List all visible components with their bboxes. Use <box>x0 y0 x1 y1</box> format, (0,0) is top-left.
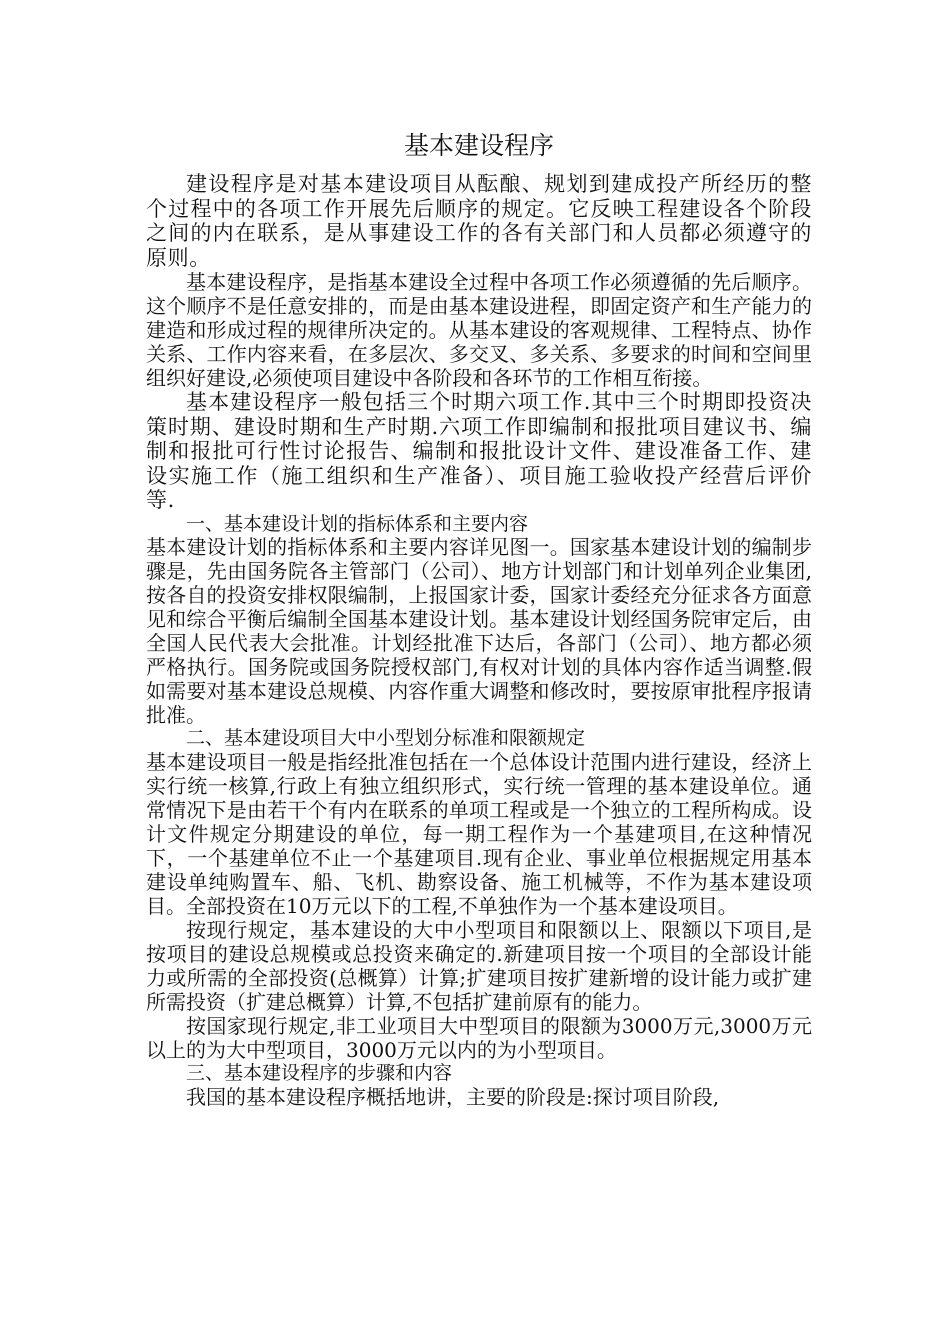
document-page <box>146 128 812 1109</box>
paragraph-5: 基本建设项目一般是指经批准包括在一个总体设计范围内进行建设，经济上实行统一核算,行政上有独立组织形式，实行统一管理的基本建设单位。通常情况下是由若干个有内在联系的单项工程或是一个独立的工程所构成。设计文件规定分期建设的单位，每一期工程作为一个基建项目,在这种情况下，一个基建单位不止一个基建项目.现有企业、事业单位根据规定用基本建设单纯购置车、船、飞机、勘察设备、施工机械等，不作为基本建设项目。全部投资在10万元以下的工程,不单独作为一个基本建设项目。 <box>146 750 812 919</box>
paragraph-2: 基本建设程序，是指基本建设全过程中各项工作必须遵循的先后顺序。这个顺序不是任意安排的，而是由基本建设进程，即固定资产和生产能力的建造和形成过程的规律所决定的。从基本建设的客观规律、工程特点、协作关系、工作内容来看，在多层次、多交叉、多关系、多要求的时间和空间里组织好建设,必须使项目建设中各阶段和各环节的工作相互衔接。 <box>146 270 812 390</box>
document-title: 基本建设程序 <box>403 131 554 160</box>
paragraph-3: 基本建设程序一般包括三个时期六项工作.其中三个时期即投资决策时期、建设时期和生产时期.六项工作即编制和报批项目建议书、编制和报批可行性讨论报告、编制和报批设计文件、建设准备工作、建设实施工作（施工组织和生产准备）、项目施工验收投产经营后评价等. <box>146 390 812 512</box>
paragraph-6: 按现行规定，基本建设的大中小型项目和限额以上、限额以下项目,是按项目的建设总规模或总投资来确定的.新建项目按一个项目的全部设计能力或所需的全部投资(总概算）计算;扩建项目按扩建新增的设计能力或扩建所需投资（扩建总概算）计算,不包括扩建前原有的能力。 <box>146 918 812 1015</box>
paragraph-8: 我国的基本建设程序概括地讲，主要的阶段是:探讨项目阶段, <box>186 1084 720 1109</box>
section-heading-2: 二、基本建设项目大中小型划分标准和限额规定 <box>186 727 586 750</box>
paragraph-4: 基本建设计划的指标体系和主要内容详见图一。国家基本建设计划的编制步骤是，先由国务院各主管部门（公司）、地方计划部门和计划单列企业集团,按各自的投资安排权限编制，上报国家计委，国家计委经充分征求各方面意见和综合平衡后编制全国基本建设计划。基本建设计划经国务院审定后，由全国人民代表大会批准。计划经批准下达后，各部门（公司）、地方都必须严格执行。国务院或国务院授权部门,有权对计划的具体内容作适当调整.假如需要对基本建设总规模、内容作重大调整和修改时，要按原审批程序报请批准。 <box>146 535 812 728</box>
section-heading-1: 一、基本建设计划的指标体系和主要内容 <box>186 512 529 535</box>
paragraph-7: 按国家现行规定,非工业项目大中型项目的限额为3000万元,3000万元以上的为大中型项目，3000万元以内的为小型项目。 <box>146 1014 812 1063</box>
section-heading-3: 三、基本建设程序的步骤和内容 <box>186 1062 453 1085</box>
paragraph-1: 建设程序是对基本建设项目从酝酿、规划到建成投产所经历的整个过程中的各项工作开展先后顺序的规定。它反映工程建设各个阶段之间的内在联系，是从事建设工作的各有关部门和人员都必须遵守的原则。 <box>146 172 812 270</box>
